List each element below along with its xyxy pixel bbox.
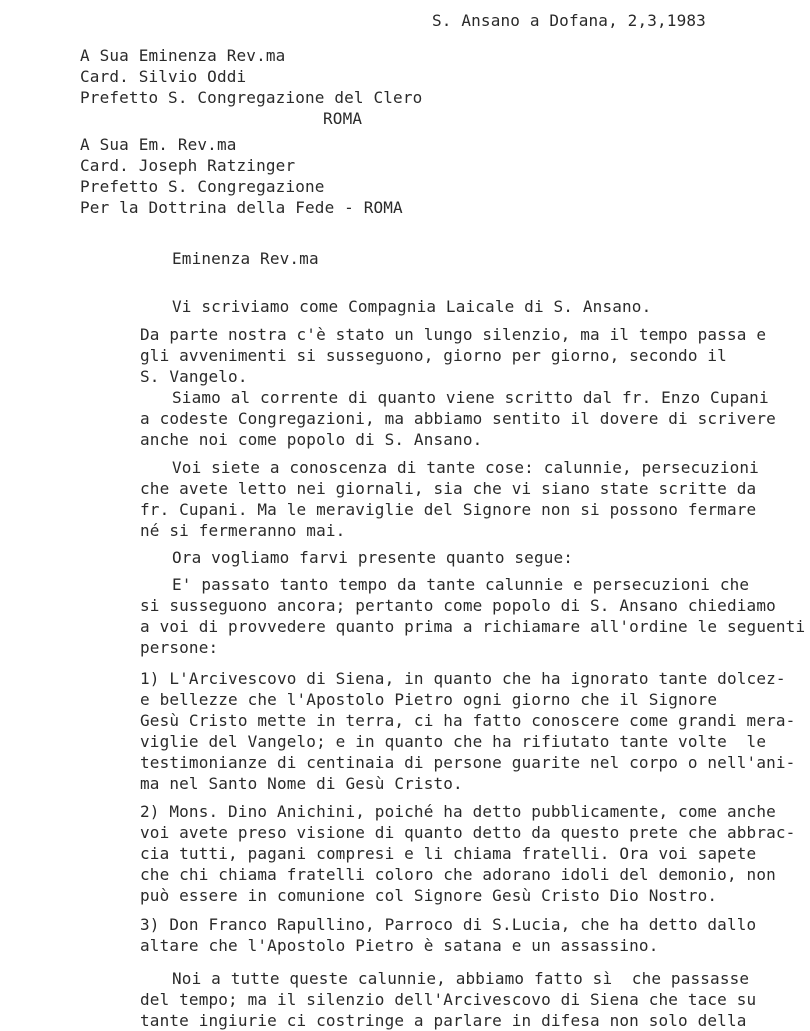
recipient1-line: ROMA	[323, 109, 363, 128]
list-item-line: 2) Mons. Dino Anichini, poiché ha detto pubblicamente, come anche	[140, 802, 776, 821]
paragraph-line: S. Vangelo.	[140, 367, 248, 386]
recipient1-line: A Sua Eminenza Rev.ma	[80, 46, 286, 65]
list-item-line: che chi chiama fratelli coloro che adorano idoli del demonio, non	[140, 865, 776, 884]
paragraph-line: del tempo; ma il silenzio dell'Arcivescovo di Siena che tace su	[140, 990, 757, 1009]
list-item-line: 3) Don Franco Rapullino, Parroco di S.Lucia, che ha detto dallo	[140, 915, 757, 934]
list-item-line: e bellezze che l'Apostolo Pietro ogni giorno che il Signore	[140, 690, 718, 709]
paragraph-line: si susseguono ancora; pertanto come popolo di S. Ansano chiediamo	[140, 596, 776, 615]
paragraph-line: fr. Cupani. Ma le meraviglie del Signore non si possono fermare	[140, 500, 757, 519]
list-item-line: 1) L'Arcivescovo di Siena, in quanto che ha ignorato tante dolcez-	[140, 669, 786, 688]
place-date: S. Ansano a Dofana, 2,3,1983	[432, 11, 706, 30]
list-item-line: voi avete preso visione di quanto detto da questo prete che abbrac-	[140, 823, 796, 842]
paragraph-line: né si fermeranno mai.	[140, 521, 346, 540]
list-item-line: può essere in comunione col Signore Gesù Cristo Dio Nostro.	[140, 886, 718, 905]
list-item-line: Gesù Cristo mette in terra, ci ha fatto conoscere come grandi mera-	[140, 711, 796, 730]
recipient1-line: Card. Silvio Oddi	[80, 67, 247, 86]
paragraph-line: che avete letto nei giornali, sia che vi siano state scritte da	[140, 479, 757, 498]
paragraph-line: Da parte nostra c'è stato un lungo silenzio, ma il tempo passa e	[140, 325, 767, 344]
recipient2-line: Prefetto S. Congregazione	[80, 177, 325, 196]
list-item-line: testimonianze di centinaia di persone guarite nel corpo o nell'ani-	[140, 753, 796, 772]
paragraph-line: anche noi come popolo di S. Ansano.	[140, 430, 483, 449]
paragraph-line: Voi siete a conoscenza di tante cose: calunnie, persecuzioni	[172, 458, 759, 477]
list-item-line: viglie del Vangelo; e in quanto che ha rifiutato tante volte le	[140, 732, 767, 751]
paragraph-line: persone:	[140, 638, 219, 657]
paragraph-line: Vi scriviamo come Compagnia Laicale di S. Ansano.	[172, 297, 652, 316]
recipient2-line: A Sua Em. Rev.ma	[80, 135, 237, 154]
recipient2-line: Per la Dottrina della Fede - ROMA	[80, 198, 403, 217]
salutation: Eminenza Rev.ma	[172, 249, 319, 268]
paragraph-line: E' passato tanto tempo da tante calunnie e persecuzioni che	[172, 575, 750, 594]
paragraph-line: Noi a tutte queste calunnie, abbiamo fatto sì che passasse	[172, 969, 750, 988]
paragraph-line: Siamo al corrente di quanto viene scritto dal fr. Enzo Cupani	[172, 388, 769, 407]
paragraph-line: tante ingiurie ci costringe a parlare in difesa non solo della	[140, 1011, 747, 1030]
recipient1-line: Prefetto S. Congregazione del Clero	[80, 88, 423, 107]
paragraph-line: a voi di provvedere quanto prima a richiamare all'ordine le seguenti	[140, 617, 806, 636]
list-item-line: ma nel Santo Nome di Gesù Cristo.	[140, 774, 463, 793]
paragraph-line: gli avvenimenti si susseguono, giorno per giorno, secondo il	[140, 346, 727, 365]
list-item-line: cia tutti, pagani compresi e li chiama fratelli. Ora voi sapete	[140, 844, 757, 863]
paragraph-line: Ora vogliamo farvi presente quanto segue:	[172, 548, 574, 567]
paragraph-line: a codeste Congregazioni, ma abbiamo sentito il dovere di scrivere	[140, 409, 776, 428]
list-item-line: altare che l'Apostolo Pietro è satana e un assassino.	[140, 936, 659, 955]
recipient2-line: Card. Joseph Ratzinger	[80, 156, 296, 175]
